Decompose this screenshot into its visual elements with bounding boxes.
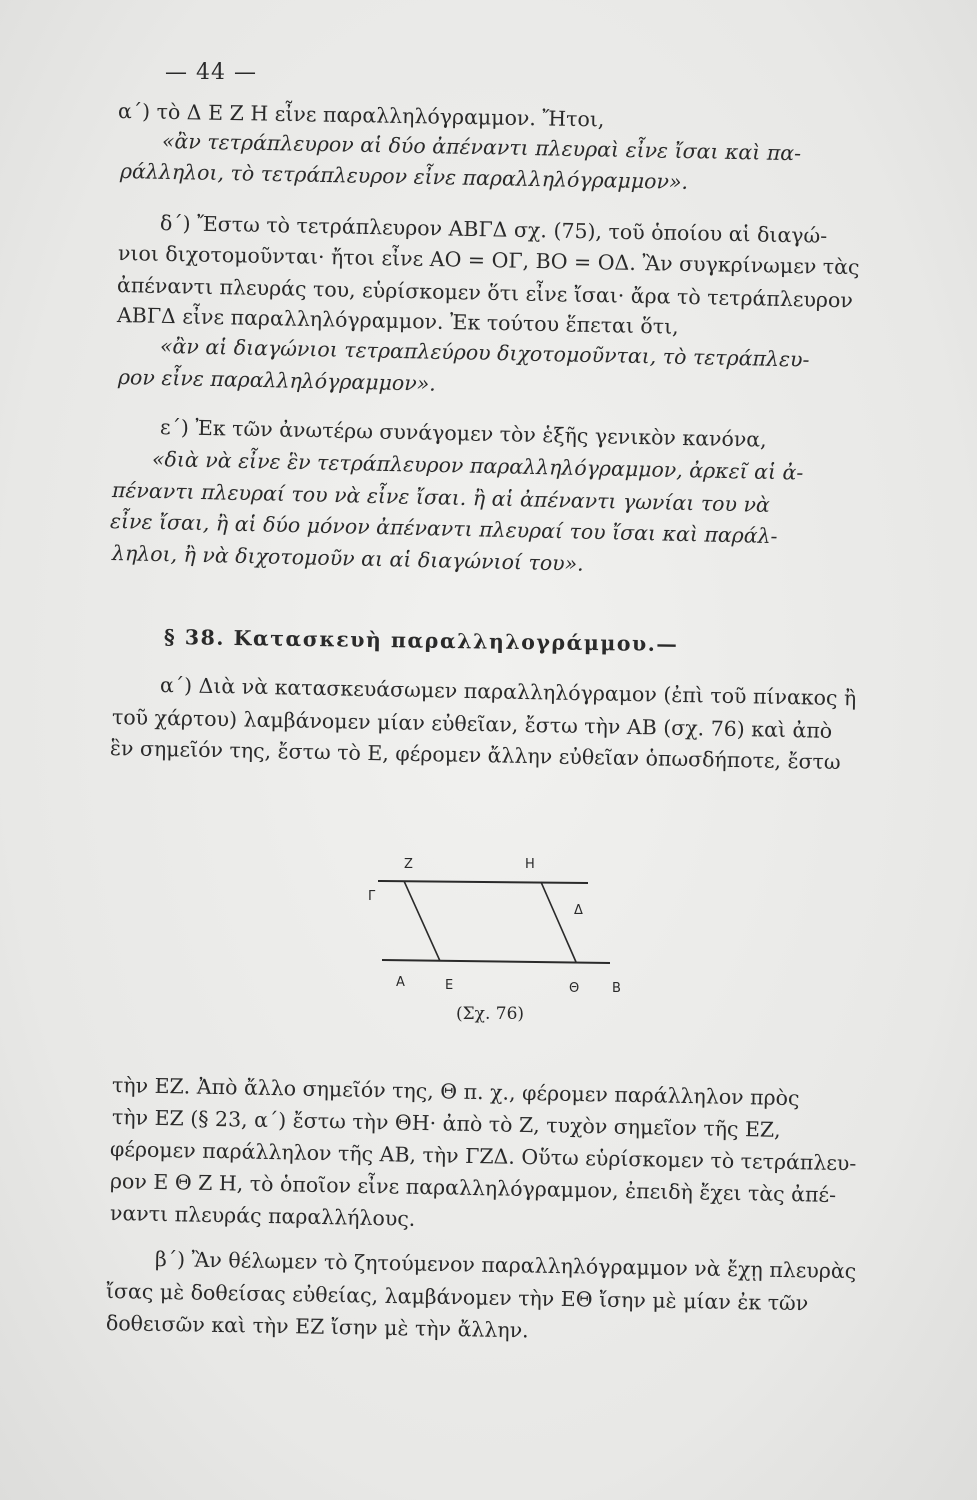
text-line: ρον Ε Θ Ζ Η, τὸ ὁποῖον εἶνε παραλληλόγραμμον, ἐπειδὴ ἔχει τὰς ἀπέ-	[109, 1169, 837, 1207]
figure-caption: (Σχ. 76)	[456, 1004, 525, 1024]
label-d: Δ	[574, 903, 583, 918]
text-line: ε΄) Ἐκ τῶν ἀνωτέρω συνάγομεν τὸν ἑξῆς γενικὸν κανόνα,	[159, 415, 767, 452]
section-heading: § 38. Κατασκευὴ παραλληλογράμμου.—	[163, 625, 679, 657]
label-g: Γ	[368, 889, 376, 904]
text-line: β΄) Ἂν θέλωμεν τὸ ζητούμενον παραλληλόγραμμον νὰ ἔχῃ πλευρὰς	[154, 1247, 857, 1284]
label-e: E	[445, 978, 454, 993]
text-line: φέρομεν παράλληλον τῆς ΑΒ, τὴν ΓΖΔ. Οὕτω εὑρίσκομεν τὸ τετράπλευ-	[109, 1137, 857, 1176]
line-ez	[404, 881, 440, 961]
page-number: — 44 —	[165, 60, 257, 85]
text-line: α΄) τὸ Δ Ε Ζ Η εἶνε παραλληλόγραμμον. Ἤτοι,	[117, 99, 605, 132]
parallelogram-diagram	[360, 850, 620, 1030]
text-line: εἶνε ἴσαι, ἢ αἱ δύο μόνον ἀπέναντι πλευραί του ἴσαι καὶ παράλ-	[109, 509, 778, 549]
label-th: Θ	[569, 981, 580, 996]
label-h: H	[525, 857, 535, 872]
text-line: ἓν σημεῖόν της, ἔστω τὸ Ε, φέρομεν ἄλλην εὐθεῖαν ὁπωσδήποτε, ἔστω	[109, 736, 841, 775]
text-line: ρον εἶνε παραλληλόγραμμον».	[117, 365, 437, 396]
text-line: τὴν ΕΖ (§ 23, α΄) ἔστω τὴν ΘΗ· ἀπὸ τὸ Ζ, τυχὸν σημεῖον τῆς ΕΖ,	[111, 1105, 781, 1142]
text-line: νιοι διχοτομοῦνται· ἤτοι εἶνε ΑΟ = ΟΓ, ΒΟ = ΟΔ. Ἂν συγκρίνωμεν τὰς	[117, 241, 860, 280]
text-line: δοθεισῶν καὶ τὴν ΕΖ ἴσην μὲ τὴν ἄλλην.	[105, 1311, 529, 1343]
text-line: «ἂν τετράπλευρον αἱ δύο ἀπέναντι πλευραὶ εἶνε ἴσαι καὶ πα-	[161, 129, 802, 166]
text-line: ληλοι, ἢ νὰ διχοτομοῦν αι αἱ διαγώνιοί του».	[111, 541, 584, 576]
text-line: ναντι πλευράς παραλλήλους.	[109, 1201, 416, 1231]
text-line: ἴσας μὲ δοθείσας εὐθείας, λαμβάνομεν τὴν ΕΘ ἴσην μὲ μίαν ἐκ τῶν	[105, 1279, 809, 1316]
line-th-h	[541, 882, 576, 962]
text-line: ράλληλοι, τὸ τετράπλευρον εἶνε παραλληλόγραμμον».	[119, 159, 689, 194]
label-z: Z	[404, 857, 413, 872]
label-b: B	[612, 981, 621, 996]
figure-76	[360, 850, 620, 1030]
text-line: α΄) Διὰ νὰ κατασκευάσωμεν παραλληλόγραμον (ἐπὶ τοῦ πίνακος ἢ	[159, 673, 857, 711]
text-line: τὴν ΕΖ. Ἀπὸ ἄλλο σημεῖόν της, Θ π. χ., φέρομεν παράλληλον πρὸς	[111, 1073, 800, 1111]
text-line: πέναντι πλευραί του νὰ εἶνε ἴσαι. ἢ αἱ ἀπέναντι γωνίαι του νὰ	[111, 478, 771, 517]
label-a: A	[396, 975, 405, 990]
text-line: ΑΒΓΔ εἶνε παραλληλόγραμμον. Ἐκ τούτου ἕπεται ὅτι,	[116, 303, 679, 339]
line-gd	[378, 881, 588, 883]
text-line: τοῦ χάρτου) λαμβάνομεν μίαν εὐθεῖαν, ἔστω τὴν ΑΒ (σχ. 76) καὶ ἀπὸ	[111, 705, 833, 743]
text-line: δ΄) Ἔστω τὸ τετράπλευρον ΑΒΓΔ σχ. (75), τοῦ ὁποίου αἱ διαγώ-	[159, 211, 828, 248]
text-line: ἀπέναντι πλευράς του, εὑρίσκομεν ὅτι εἶνε ἴσαι· ἄρα τὸ τετράπλευρον	[116, 273, 854, 313]
text-line: «διὰ νὰ εἶνε ἓν τετράπλευρον παραλληλόγραμμον, ἀρκεῖ αἱ ἀ-	[151, 447, 804, 485]
text-line: «ἂν αἱ διαγώνιοι τετραπλεύρου διχοτομοῦνται, τὸ τετράπλευ-	[159, 334, 810, 372]
